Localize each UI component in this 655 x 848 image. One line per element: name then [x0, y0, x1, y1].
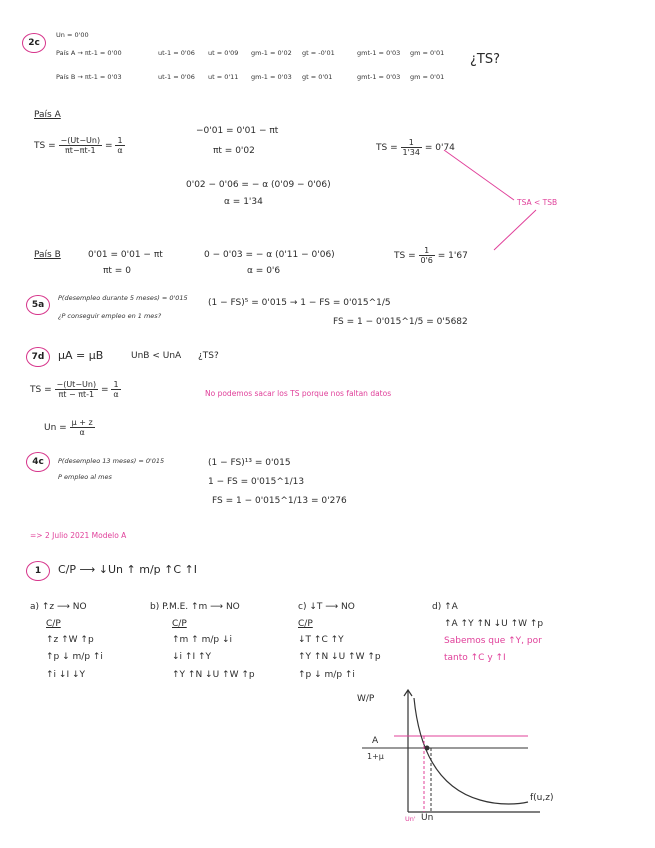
ex1-a-l3: ↑i ↓I ↓Y — [46, 670, 85, 680]
ex7d-note: No podemos sacar los TS porque nos faltan datos — [205, 389, 392, 398]
graph-ylabel: W/P — [357, 694, 375, 704]
ts-result-denominator: 0'6 — [420, 256, 433, 265]
equilibrium-point — [425, 746, 430, 751]
ts-result-denominator: 1'34 — [402, 148, 420, 157]
ex5a-eq2: FS = 1 − 0'015^1/5 = 0'5682 — [333, 317, 468, 327]
ts-result-numerator: 1 — [419, 246, 435, 256]
ts-denominator: πt − πt-1 — [58, 390, 95, 399]
ex7d-condition: UnB < UnA — [131, 351, 182, 361]
ts-alpha-denominator: α — [113, 390, 119, 399]
pais-a-g3: gmt-1 = 0'03 — [357, 49, 401, 57]
un-denominator: α — [79, 428, 85, 437]
exercise-number: 1 — [34, 566, 42, 576]
ts-numerator: −(Ut−Un) — [60, 136, 101, 145]
pais-b-eq2: πt = 0 — [103, 266, 131, 276]
ex1-d-note2: tanto ↑C y ↑I — [444, 653, 506, 663]
pais-a-eq3: 0'02 − 0'06 = − α (0'09 − 0'06) — [186, 180, 331, 190]
ex1-b-l1: ↑m ↑ m/p ↓i — [172, 635, 232, 645]
ex4c-eq1: (1 − FS)¹³ = 0'015 — [208, 458, 291, 468]
ts-label: TS = — [34, 141, 56, 151]
ts-result-value: = 0'74 — [424, 143, 455, 153]
ex4c-note2: P empleo al mes — [58, 473, 112, 481]
ts-denominator: πt−πt-1 — [64, 146, 96, 155]
equals-sign: = — [100, 385, 109, 395]
ex1-b-l3: ↑Y ↑N ↓U ↑W ↑p — [172, 670, 255, 680]
compare-connector-top — [444, 150, 514, 200]
ts-alpha-numerator: 1 — [115, 136, 124, 146]
un-label: Un = — [44, 423, 67, 433]
exercise-number: 7d — [31, 352, 45, 362]
ex4c-eq2: 1 − FS = 0'015^1/13 — [208, 477, 305, 487]
ex1-c-l3: ↑p ↓ m/p ↑i — [298, 670, 355, 680]
pais-a-g2: gt = -0'01 — [302, 49, 335, 57]
pais-a-eq4: α = 1'34 — [224, 197, 263, 207]
ex4c-eq3: FS = 1 − 0'015^1/13 = 0'276 — [212, 496, 347, 506]
ts-result-numerator: 1 — [401, 138, 422, 148]
pais-a-u2: ut = 0'09 — [208, 49, 239, 57]
graph-a-label: A — [372, 736, 379, 746]
pais-b-eq4: α = 0'6 — [247, 266, 281, 276]
graph-fraction-label: 1+μ — [367, 752, 384, 761]
pais-b-u1: ut-1 = 0'06 — [158, 73, 195, 81]
ex1-d-l1: ↑A ↑Y ↑N ↓U ↑W ↑p — [444, 619, 544, 629]
un-numerator: μ + z — [71, 418, 93, 427]
graph-f-label: f(u,z) — [530, 793, 554, 803]
ex1-c-sub: C/P — [298, 619, 313, 629]
ts-label: TS = — [394, 251, 416, 261]
ts-comparison: TSA < TSB — [517, 198, 558, 207]
ex5a-note2: ¿P conseguir empleo en 1 mes? — [58, 312, 162, 320]
pais-b-eq1: 0'01 = 0'01 − πt — [88, 250, 163, 260]
pais-b-eq3: 0 − 0'03 = − α (0'11 − 0'06) — [204, 250, 335, 260]
ex1-d-note1: Sabemos que ↑Y, por — [444, 636, 542, 646]
pais-b-title: País B — [34, 250, 61, 260]
ts-label: TS = — [30, 385, 52, 395]
ts-numerator: −(Ut−Un) — [56, 380, 97, 389]
pais-a-eq1: −0'01 = 0'01 − πt — [196, 126, 279, 136]
exercise-number: 4c — [32, 457, 44, 467]
un-value: Un = 0'00 — [56, 31, 89, 39]
pais-a-g1: gm-1 = 0'02 — [251, 49, 292, 57]
ex1-b-l2: ↓i ↑I ↑Y — [172, 652, 211, 662]
ex5a-eq1: (1 − FS)⁵ = 0'015 → 1 − FS = 0'015^1/5 — [208, 298, 391, 308]
pais-b-g4: gm = 0'01 — [410, 73, 445, 81]
ex1-b-title: b) P.M.E. ↑m ⟶ NO — [150, 602, 240, 612]
ex1-a-l1: ↑z ↑W ↑p — [46, 635, 94, 645]
graph-un-prime-label: Un' — [405, 815, 416, 823]
pais-a-line: País A → πt-1 = 0'00 — [56, 49, 122, 57]
ts-question: ¿TS? — [470, 52, 500, 67]
ts-label: TS = — [376, 143, 398, 153]
ex1-b-sub: C/P — [172, 619, 187, 629]
exercise-number: 5a — [31, 300, 45, 310]
pais-b-u2: ut = 0'11 — [208, 73, 239, 81]
compare-connector-bottom — [494, 210, 536, 250]
ex1-c-l1: ↓T ↑C ↑Y — [298, 635, 344, 645]
ex1-d-title: d) ↑A — [432, 602, 458, 612]
ex1-a-l2: ↑p ↓ m/p ↑i — [46, 652, 103, 662]
pais-a-u1: ut-1 = 0'06 — [158, 49, 195, 57]
ex1-head: C/P ⟶ ↓Un ↑ m/p ↑C ↑I — [58, 563, 197, 576]
ts-result-value: = 1'67 — [437, 251, 468, 261]
equals-sign: = — [104, 141, 113, 151]
reference-line: => 2 Julio 2021 Modelo A — [30, 531, 127, 540]
graph-un-label: Un — [421, 813, 434, 823]
pais-a-g4: gm = 0'01 — [410, 49, 445, 57]
ex4c-note1: P(desempleo 13 meses) = 0'015 — [58, 457, 165, 465]
pais-b-line: País B → πt-1 = 0'03 — [56, 73, 122, 81]
ex1-a-title: a) ↑z ⟶ NO — [30, 602, 87, 612]
ex5a-note1: P(desempleo durante 5 meses) = 0'015 — [58, 294, 188, 302]
ts-alpha-denominator: α — [117, 146, 123, 155]
ts-alpha-numerator: 1 — [111, 380, 120, 390]
ex7d-head: μA = μB — [58, 349, 104, 362]
pais-a-eq2: πt = 0'02 — [213, 146, 255, 156]
ex1-a-sub: C/P — [46, 619, 61, 629]
pais-b-g3: gmt-1 = 0'03 — [357, 73, 401, 81]
pais-a-title: País A — [34, 110, 61, 120]
pais-b-g1: gm-1 = 0'03 — [251, 73, 292, 81]
ex7d-question: ¿TS? — [198, 351, 219, 361]
ex1-c-title: c) ↓T ⟶ NO — [298, 602, 355, 612]
exercise-number: 2c — [28, 38, 40, 48]
pais-b-g2: gt = 0'01 — [302, 73, 333, 81]
ex1-c-l2: ↑Y ↑N ↓U ↑W ↑p — [298, 652, 381, 662]
